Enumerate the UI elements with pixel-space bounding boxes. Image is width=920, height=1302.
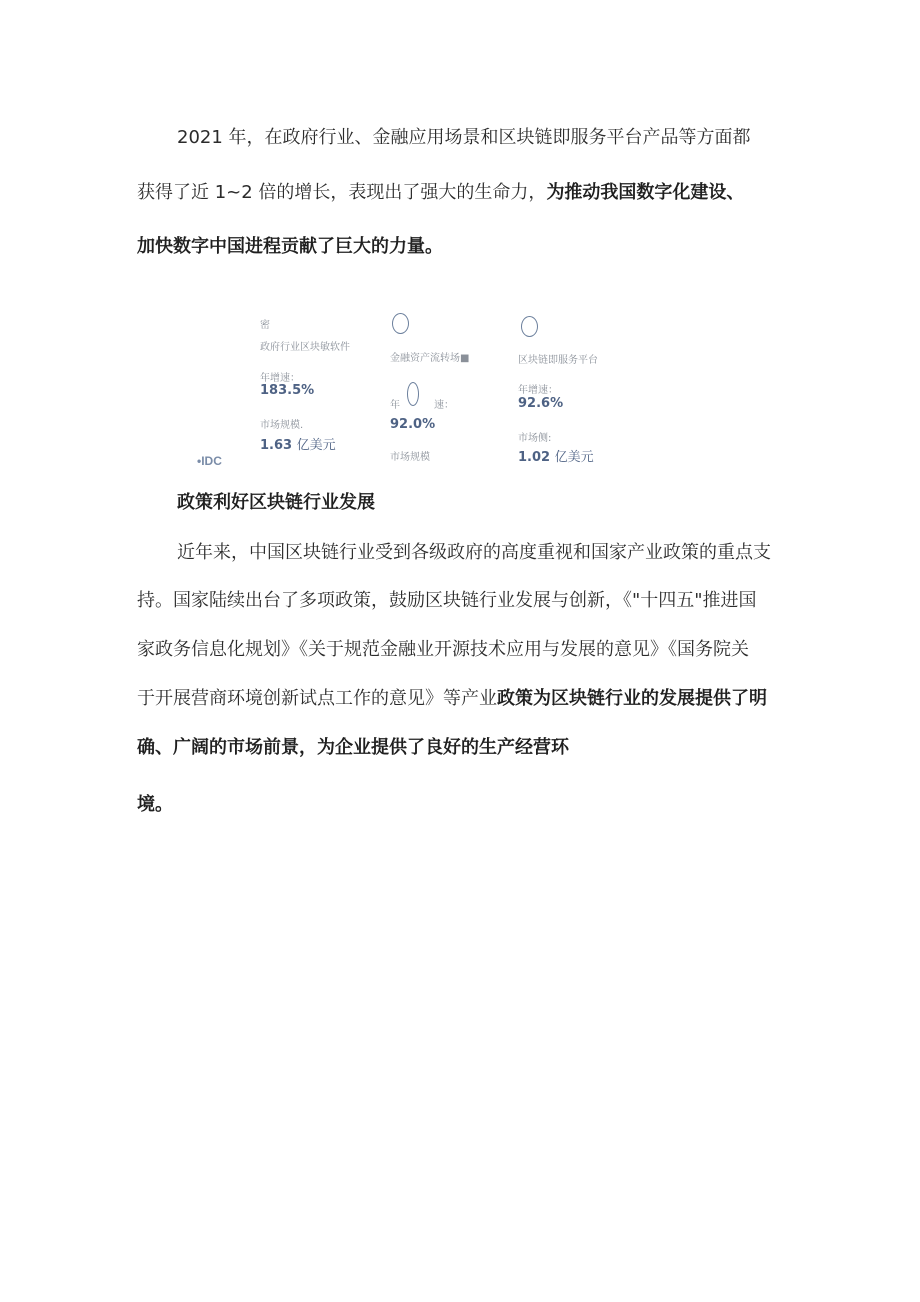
col1-market-label: 市场规模. [260, 420, 304, 431]
col2-name: 金融资产流转场■ [390, 353, 470, 364]
section-heading: 政策利好区块链行业发展 [177, 492, 375, 513]
paragraph-1-line-3: 加快数字中国进程贡献了巨大的力量。 [137, 236, 443, 257]
col3-growth-label: 年增速： [518, 385, 558, 396]
paragraph-2-line-5: 确、广阔的市场前景，为企业提供了良好的生产经营环 [137, 737, 569, 758]
paragraph-2-line-1: 近年来，中国区块链行业受到各级政府的高度重视和国家产业政策的重点支 [177, 542, 771, 563]
col1-market-value: 1.63 亿美元 [260, 438, 336, 453]
paragraph-2-line-6: 境。 [137, 794, 173, 815]
paragraph-2-line-4-normal: 于开展营商环境创新试点工作的意见》等产业 [137, 688, 497, 709]
paragraph-2-line-4 [137, 689, 767, 709]
paragraph-1-line-2 [137, 183, 744, 203]
paragraph-2-line-2: 持。国家陆续出台了多项政策，鼓励区块链行业发展与创新，《"十四五"推进国 [137, 590, 757, 611]
col3-market-value: 1.02 亿美元 [518, 450, 594, 465]
col2-growth-label-b: 速： [434, 400, 454, 411]
col1-name: 政府行业区块敏软件 [260, 342, 350, 353]
col3-growth-value: 92.6% [518, 396, 564, 411]
paragraph-2-line-3: 家政务信息化规划》《关于规范金融业开源技术应用与发展的意见》《国务院关 [137, 639, 749, 660]
col3-ring-icon [521, 316, 538, 337]
paragraph-1-line-1: 2021 年，在政府行业、金融应用场景和区块链即服务平台产品等方面都 [177, 127, 751, 148]
figure-source-label: •IDC [197, 454, 222, 468]
col1-growth-label: 年增速： [260, 373, 300, 384]
paragraph-1-line-2-normal: 获得了近 1~2 倍的增长，表现出了强大的生命力， [137, 182, 547, 203]
col1-top-text: 密 [260, 320, 270, 331]
col2-ring-icon [392, 313, 409, 334]
col2-market-label: 市场规模 [390, 452, 430, 463]
market-figure [195, 305, 615, 471]
col3-market-label: 市场侧: [518, 433, 552, 444]
paragraph-2-line-4-bold: 政策为区块链行业的发展提供了明 [497, 688, 767, 709]
col2-inline-ring-icon [407, 382, 419, 406]
col2-growth-value: 92.0% [390, 417, 436, 432]
col3-name: 区块链即服务平台 [518, 355, 598, 366]
col1-growth-value: 183.5% [260, 383, 315, 398]
col2-growth-label-a: 年 [390, 400, 400, 411]
paragraph-1-line-2-bold: 为推动我国数字化建设、 [546, 182, 745, 203]
